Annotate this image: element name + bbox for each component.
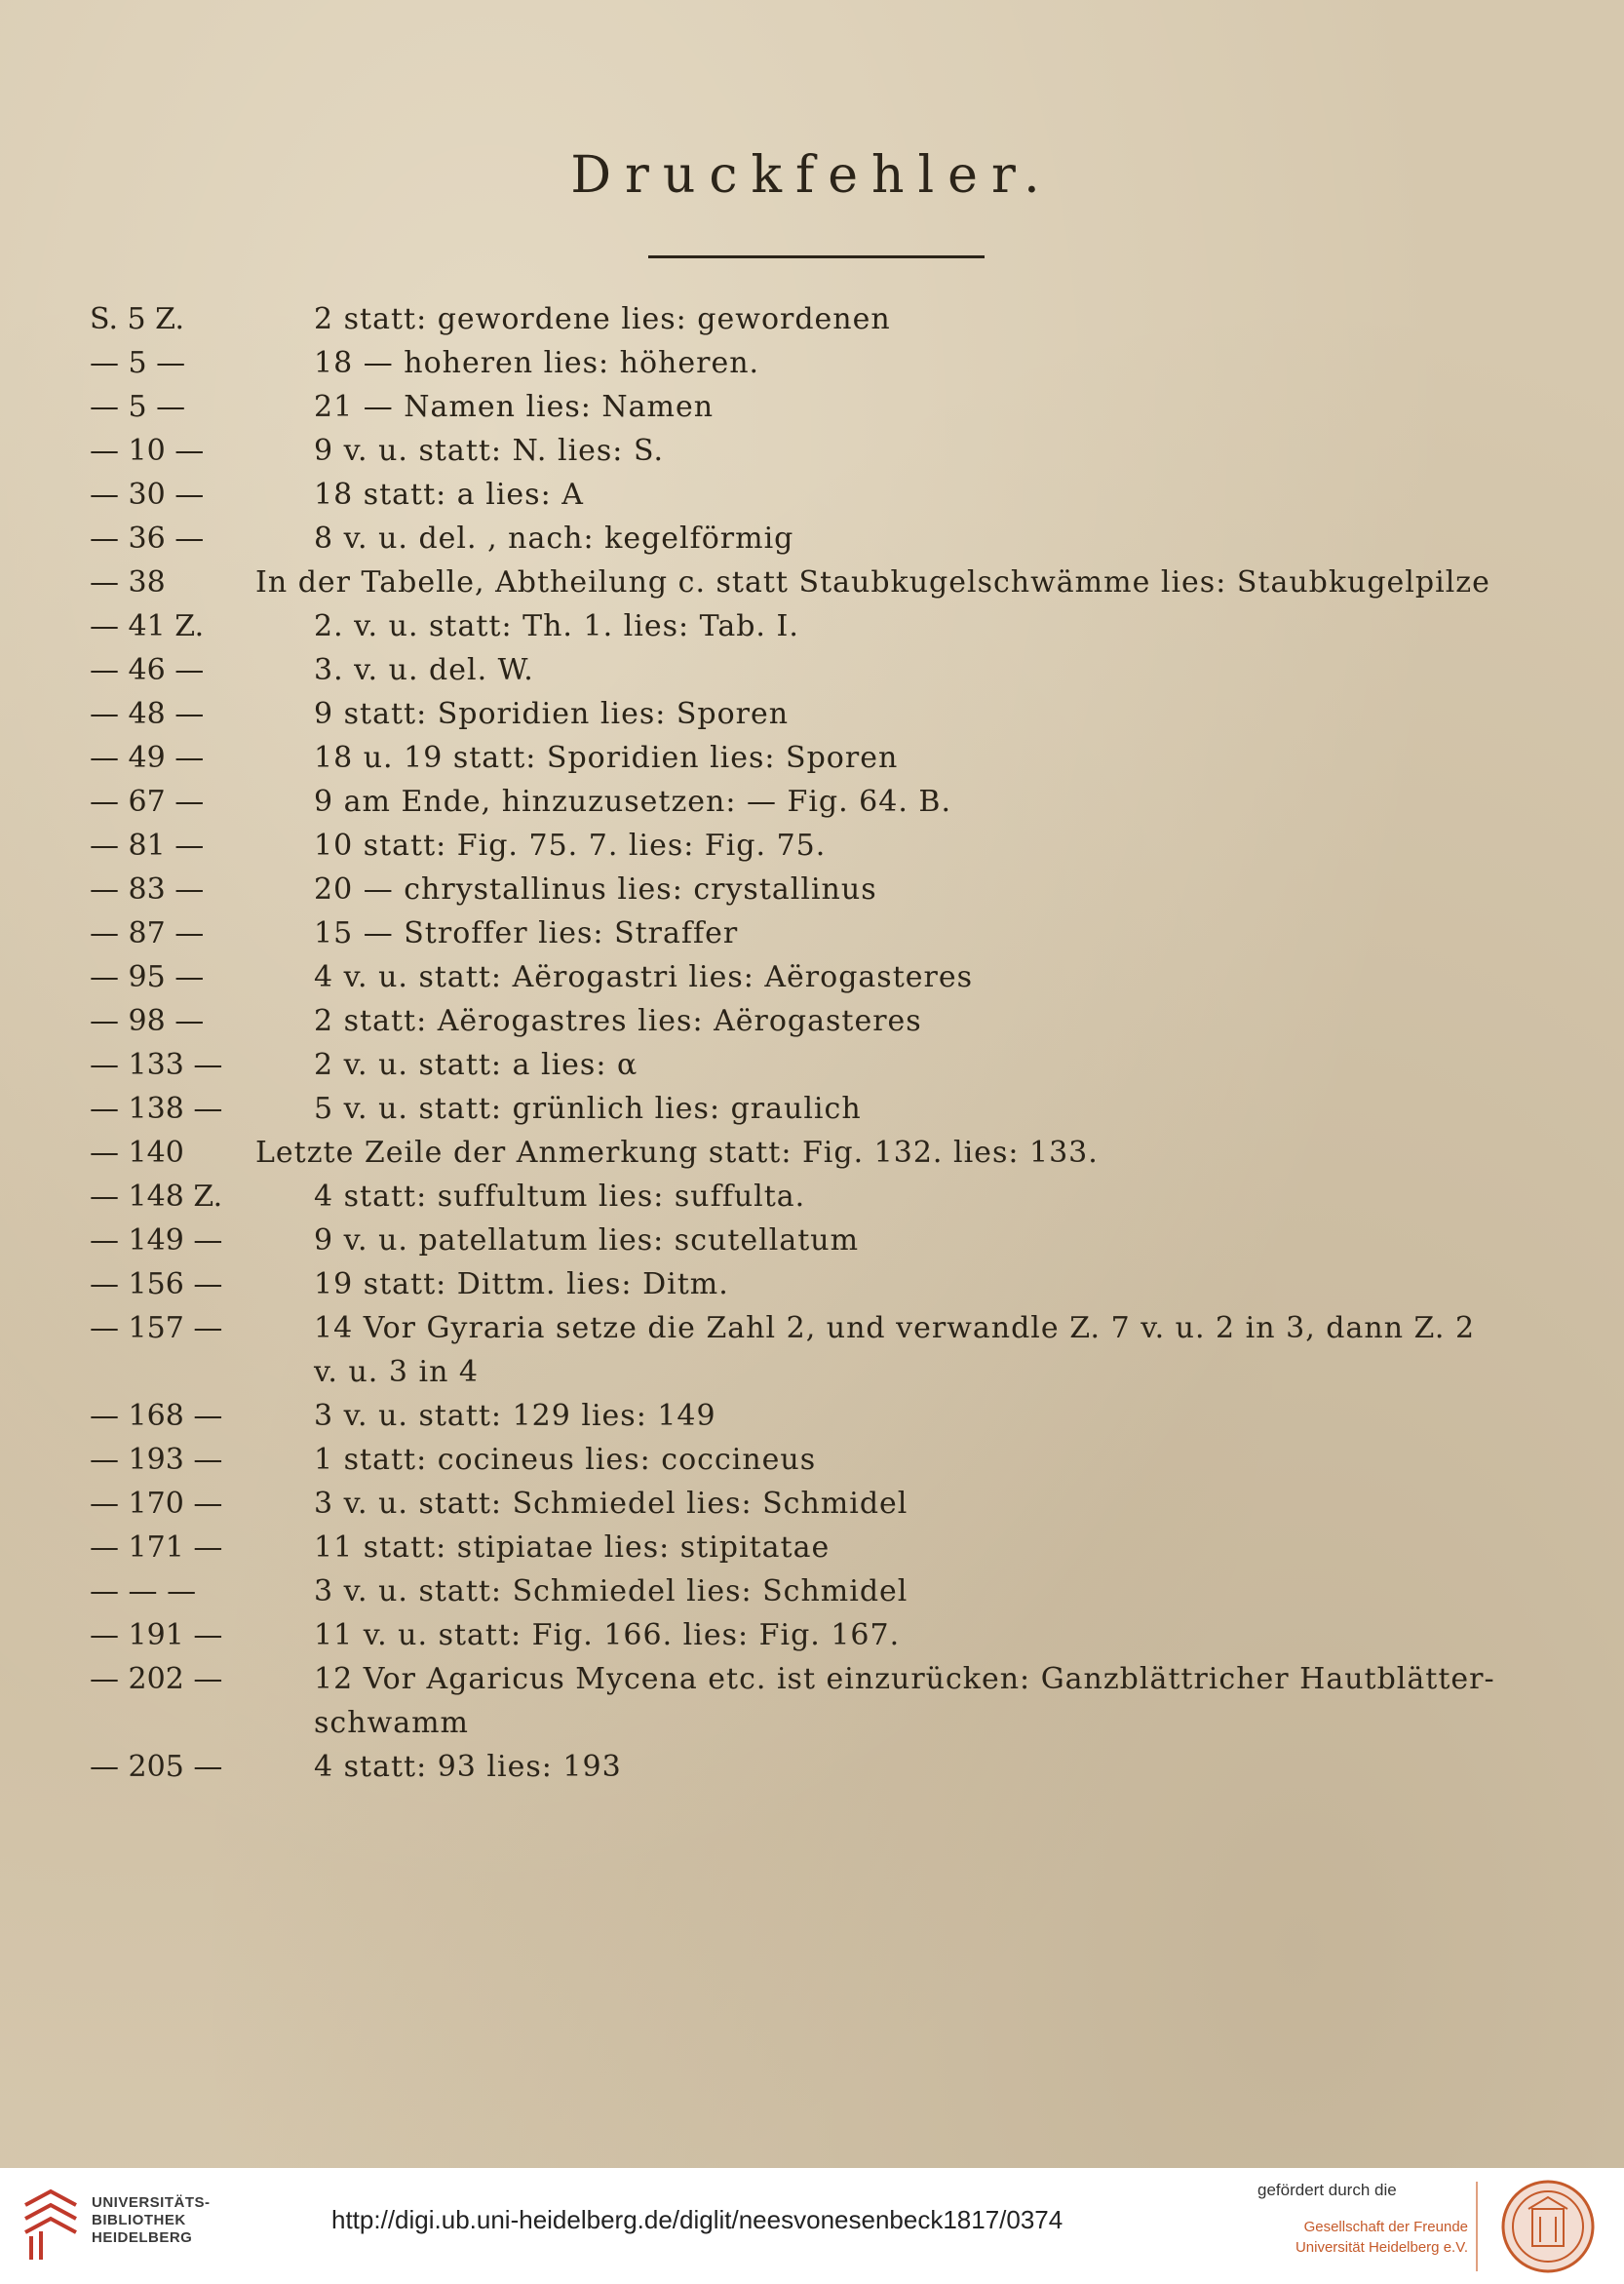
erratum-row (90, 824, 1552, 868)
erratum-row (90, 1569, 1552, 1613)
erratum-correction (314, 911, 738, 955)
erratum-row (90, 868, 1552, 911)
erratum-correction (314, 1175, 805, 1219)
erratum-text: 2. v. u. statt: Th. 1. lies: Tab. I. (314, 609, 799, 643)
erratum-correction (314, 1087, 862, 1131)
supported-by-label: gefördert durch die (1257, 2181, 1397, 2199)
erratum-text: 3 v. u. statt: Schmiedel lies: Schmidel (314, 1574, 909, 1608)
erratum-text: 4 v. u. statt: Aërogastri lies: Aërogasteres (314, 960, 973, 994)
erratum-correction (314, 517, 793, 561)
erratum-reference: — — — (90, 1574, 197, 1608)
erratum-text: 3. v. u. del. W. (314, 653, 534, 687)
erratum-reference: — 171 — (90, 1530, 223, 1565)
erratum-text: 9 statt: Sporidien lies: Sporen (314, 697, 790, 731)
erratum-text: 18 — hoheren lies: höheren. (314, 346, 760, 380)
erratum-correction (314, 692, 789, 736)
erratum-text: 10 statt: Fig. 75. 7. lies: Fig. 75. (314, 829, 827, 863)
erratum-row (90, 1087, 1552, 1131)
erratum-reference: — 149 — (90, 1223, 223, 1258)
erratum-text: 18 statt: a lies: A (314, 478, 584, 512)
erratum-row (90, 385, 1552, 429)
erratum-row (90, 1219, 1552, 1262)
erratum-text: 4 statt: suffultum lies: suffulta. (314, 1180, 806, 1214)
erratum-reference: — 83 — (90, 872, 205, 907)
erratum-row (90, 297, 1552, 341)
erratum-correction (314, 1613, 900, 1657)
library-name: UNIVERSITÄTS- BIBLIOTHEK HEIDELBERG (92, 2194, 211, 2246)
erratum-reference: — 202 — (90, 1662, 223, 1696)
erratum-row (90, 648, 1552, 692)
erratum-text: 9 v. u. statt: N. lies: S. (314, 434, 664, 468)
erratum-correction (314, 341, 759, 385)
erratum-correction (314, 1569, 908, 1613)
erratum-reference: — 48 — (90, 697, 205, 731)
erratum-reference: — 205 — (90, 1750, 223, 1784)
erratum-row (90, 429, 1552, 473)
erratum-row (90, 561, 1552, 604)
erratum-reference: — 148 Z. (90, 1180, 223, 1214)
erratum-row (90, 1262, 1552, 1306)
erratum-continuation: schwamm (314, 1706, 469, 1740)
permalink-url[interactable]: http://digi.ub.uni-heidelberg.de/diglit/neesvonesenbeck1817/0374 (331, 2205, 1063, 2234)
erratum-text: 18 u. 19 statt: Sporidien lies: Sporen (314, 741, 899, 775)
erratum-row (90, 911, 1552, 955)
erratum-correction (314, 1657, 1562, 1745)
erratum-correction (314, 1219, 859, 1262)
erratum-text: 1 statt: cocineus lies: coccineus (314, 1443, 817, 1477)
erratum-reference: — 170 — (90, 1487, 223, 1521)
erratum-text: 21 — Namen lies: Namen (314, 390, 715, 424)
erratum-row (90, 517, 1552, 561)
erratum-row (90, 1526, 1552, 1569)
erratum-reference: — 95 — (90, 960, 205, 994)
erratum-correction (314, 1526, 830, 1569)
erratum-reference: — 98 — (90, 1004, 205, 1038)
erratum-correction (314, 736, 898, 780)
erratum-reference: — 41 Z. (90, 609, 205, 643)
erratum-correction (314, 429, 664, 473)
erratum-correction (314, 824, 826, 868)
erratum-reference: — 67 — (90, 785, 205, 819)
erratum-correction (314, 1438, 816, 1482)
erratum-correction (314, 1482, 908, 1526)
erratum-correction (314, 780, 951, 824)
erratum-correction (314, 1262, 729, 1306)
erratum-reference: — 49 — (90, 741, 205, 775)
society-name: Gesellschaft der Freunde Universität Heidelberg e.V. (1295, 2219, 1468, 2256)
erratum-reference: — 157 — (90, 1311, 223, 1345)
erratum-text: 8 v. u. del. , nach: kegelförmig (314, 522, 794, 556)
erratum-text: 3 v. u. statt: 129 lies: 149 (314, 1399, 716, 1433)
erratum-row (90, 604, 1552, 648)
erratum-row (90, 1131, 1552, 1175)
erratum-row (90, 1657, 1552, 1745)
erratum-reference: — 133 — (90, 1048, 223, 1082)
erratum-text: 5 v. u. statt: grünlich lies: graulich (314, 1092, 862, 1126)
footer-divider (1476, 2182, 1478, 2271)
erratum-correction (314, 385, 714, 429)
erratum-row (90, 955, 1552, 999)
erratum-row (90, 1043, 1552, 1087)
erratum-text: 3 v. u. statt: Schmiedel lies: Schmidel (314, 1487, 909, 1521)
erratum-reference: — 5 — (90, 390, 186, 424)
erratum-row (90, 780, 1552, 824)
erratum-text: 14 Vor Gyraria setze die Zahl 2, und verwandle Z. 7 v. u. 2 in 3, dann Z. 2 (314, 1311, 1476, 1345)
erratum-reference: — 46 — (90, 653, 205, 687)
erratum-reference: — 156 — (90, 1267, 223, 1301)
erratum-text: 2 statt: Aërogastres lies: Aërogasteres (314, 1004, 922, 1038)
erratum-reference: — 36 — (90, 522, 205, 556)
erratum-row (90, 1613, 1552, 1657)
erratum-text: 20 — chrystallinus lies: crystallinus (314, 872, 877, 907)
erratum-text: 15 — Stroffer lies: Straffer (314, 916, 739, 950)
erratum-row (90, 1394, 1552, 1438)
erratum-text: 11 v. u. statt: Fig. 166. lies: Fig. 167. (314, 1618, 901, 1652)
page-title: Druckfehler. (570, 146, 1054, 205)
erratum-reference: S. 5 Z. (90, 302, 185, 336)
erratum-text: In der Tabelle, Abtheilung c. statt Staubkugelschwämme lies: Staubkugelpilze (255, 565, 1490, 600)
erratum-text: Letzte Zeile der Anmerkung statt: Fig. 132. lies: 133. (255, 1136, 1099, 1170)
erratum-text: 4 statt: 93 lies: 193 (314, 1750, 622, 1784)
erratum-row (90, 1482, 1552, 1526)
erratum-reference: — 138 — (90, 1092, 223, 1126)
erratum-correction (314, 1306, 1562, 1394)
erratum-correction (255, 1131, 1099, 1175)
erratum-correction (314, 1745, 622, 1789)
library-logo-icon[interactable] (18, 2186, 86, 2265)
title-rule (648, 255, 985, 258)
erratum-text: 2 statt: gewordene lies: gewordenen (314, 302, 891, 336)
erratum-correction (314, 297, 891, 341)
erratum-row (90, 1175, 1552, 1219)
erratum-continuation: v. u. 3 in 4 (314, 1355, 480, 1389)
erratum-reference: — 168 — (90, 1399, 223, 1433)
erratum-text: 11 statt: stipiatae lies: stipitatae (314, 1530, 831, 1565)
erratum-correction (314, 604, 799, 648)
erratum-row (90, 473, 1552, 517)
society-seal-icon[interactable] (1499, 2178, 1597, 2275)
errata-list (90, 297, 1552, 1789)
erratum-reference: — 5 — (90, 346, 186, 380)
erratum-reference: — 193 — (90, 1443, 223, 1477)
erratum-correction (314, 868, 877, 911)
erratum-row (90, 1438, 1552, 1482)
erratum-correction (255, 561, 1490, 604)
erratum-row (90, 736, 1552, 780)
erratum-reference: — 140 (90, 1136, 184, 1170)
erratum-correction (314, 1043, 638, 1087)
erratum-reference: — 30 — (90, 478, 205, 512)
erratum-row (90, 341, 1552, 385)
footer-bar (0, 2168, 1624, 2284)
erratum-row (90, 1306, 1552, 1394)
erratum-reference: — 81 — (90, 829, 205, 863)
erratum-row (90, 692, 1552, 736)
erratum-correction (314, 1394, 716, 1438)
erratum-correction (314, 999, 922, 1043)
erratum-row (90, 999, 1552, 1043)
erratum-correction (314, 955, 973, 999)
erratum-text: 12 Vor Agaricus Mycena etc. ist einzurücken: Ganzblättricher Hautblätter- (314, 1662, 1495, 1696)
erratum-reference: — 38 (90, 565, 166, 600)
erratum-text: 9 v. u. patellatum lies: scutellatum (314, 1223, 860, 1258)
erratum-text: 9 am Ende, hinzuzusetzen: — Fig. 64. B. (314, 785, 952, 819)
erratum-reference: — 87 — (90, 916, 205, 950)
erratum-row (90, 1745, 1552, 1789)
erratum-text: 19 statt: Dittm. lies: Ditm. (314, 1267, 729, 1301)
erratum-reference: — 10 — (90, 434, 205, 468)
erratum-correction (314, 473, 584, 517)
erratum-correction (314, 648, 534, 692)
erratum-text: 2 v. u. statt: a lies: α (314, 1048, 638, 1082)
erratum-reference: — 191 — (90, 1618, 223, 1652)
